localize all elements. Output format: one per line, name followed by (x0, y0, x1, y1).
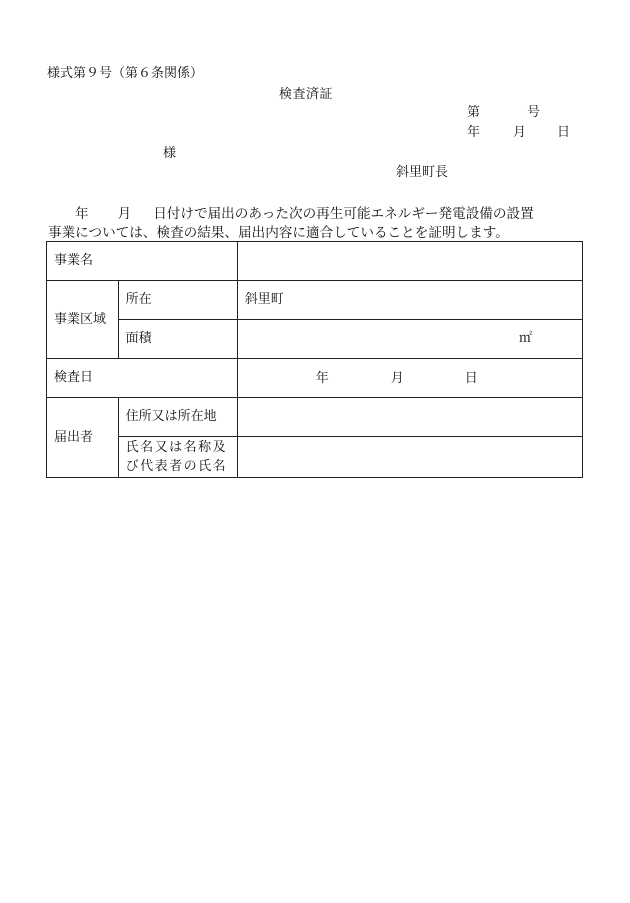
project-name-label: 事業名 (47, 242, 238, 281)
issuer-name: 斜里町長 (396, 165, 449, 180)
body-text-line-1 (48, 206, 534, 222)
body-year: 年 (75, 206, 89, 222)
issue-number-label: 第 (467, 105, 481, 120)
table-row-applicant-name (47, 437, 583, 478)
table-row-project-name (47, 242, 583, 281)
certificate-table (46, 241, 583, 478)
size-label: 面積 (118, 320, 237, 359)
body-text-line-2: 事業については、検査の結果、届出内容に適合していることを証明します。 (48, 225, 509, 241)
applicant-label: 届出者 (47, 398, 119, 478)
body-text-rest: 日付けで届出のあった次の再生可能エネルギー発電設備の設置 (153, 206, 534, 222)
location-label: 所在 (118, 281, 237, 320)
applicant-name-value (237, 437, 582, 478)
document-title: 検査済証 (279, 87, 334, 102)
address-value (237, 398, 582, 437)
table-row-address (47, 398, 583, 437)
table-row-inspection-date (47, 359, 583, 398)
project-area-label: 事業区域 (47, 281, 119, 359)
issue-date-month: 月 (513, 125, 527, 140)
issue-date-year: 年 (467, 125, 481, 140)
size-unit: ㎡ (518, 331, 532, 346)
size-value (237, 320, 582, 359)
table-row-location (47, 281, 583, 320)
recipient-honorific: 様 (163, 146, 177, 161)
issue-number-suffix: 号 (527, 105, 541, 120)
inspection-date-value (237, 359, 582, 398)
body-month: 月 (117, 206, 132, 222)
project-name-value (237, 242, 582, 281)
address-label: 住所又は所在地 (118, 398, 237, 437)
inspection-month: 月 (390, 371, 404, 386)
applicant-name-label: 氏名又は名称及び代表者の氏名 (118, 437, 237, 478)
form-number: 様式第９号（第６条関係） (47, 66, 204, 81)
issue-date-day: 日 (557, 125, 571, 140)
location-value: 斜里町 (237, 281, 582, 320)
inspection-year: 年 (315, 371, 329, 386)
table-row-size (47, 320, 583, 359)
inspection-day: 日 (464, 371, 478, 386)
inspection-date-label: 検査日 (47, 359, 238, 398)
